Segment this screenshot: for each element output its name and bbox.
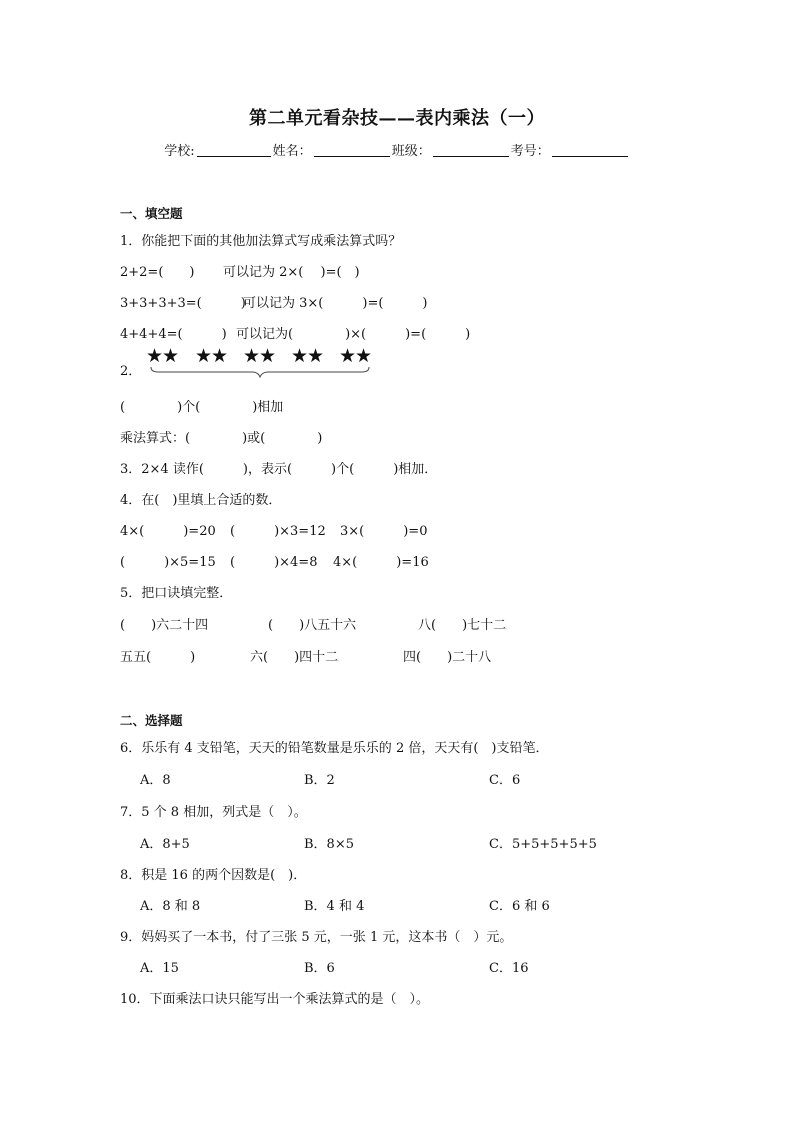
question-7-option-a[interactable]: A．8+5 bbox=[140, 837, 190, 852]
name-label: 姓名： bbox=[272, 144, 312, 159]
star-icon: ★ bbox=[211, 345, 229, 367]
question-5-item: ( )六二十四 bbox=[120, 618, 209, 633]
question-6-option-c[interactable]: C．6 bbox=[489, 773, 521, 788]
star-icon: ★ bbox=[339, 345, 357, 367]
question-6-option-b[interactable]: B．2 bbox=[304, 773, 335, 788]
question-1-line-1b: 可以记为 2×( )=( ) bbox=[223, 265, 360, 280]
curly-brace-icon bbox=[150, 366, 370, 378]
question-1-line-2a: 3+3+3+3=( ) bbox=[120, 296, 246, 311]
question-7-option-b[interactable]: B．8×5 bbox=[304, 837, 354, 852]
question-8-option-b[interactable]: B．4 和 4 bbox=[304, 899, 365, 914]
question-2-line-1: ( )个( )相加 bbox=[120, 400, 284, 415]
question-9-option-b[interactable]: B．6 bbox=[304, 961, 335, 976]
question-7-option-c[interactable]: C．5+5+5+5+5 bbox=[489, 837, 597, 852]
question-4-item: 4×( )=16 bbox=[333, 555, 429, 570]
school-label: 学校: bbox=[164, 144, 195, 159]
question-5-item: 八( )七十二 bbox=[418, 618, 507, 633]
section-heading-choice: 二、选择题 bbox=[120, 713, 183, 728]
question-4-stem: 4．在( )里填上合适的数． bbox=[120, 493, 282, 508]
question-8-option-a[interactable]: A．8 和 8 bbox=[140, 899, 201, 914]
question-9-stem: 9．妈妈买了一本书，付了三张 5 元，一张 1 元，这本书（ ）元。 bbox=[120, 930, 513, 945]
question-4-item: 3×( )=0 bbox=[340, 524, 428, 539]
school-blank[interactable] bbox=[197, 144, 271, 157]
question-5-item: ( )八五十六 bbox=[268, 618, 357, 633]
question-5-item: 四( )二十八 bbox=[403, 650, 492, 665]
question-6-stem: 6．乐乐有 4 支铅笔，天天的铅笔数量是乐乐的 2 倍，天天有( )支铅笔． bbox=[120, 741, 549, 756]
section-heading-fill-blank: 一、填空题 bbox=[120, 206, 183, 221]
star-icon: ★ bbox=[195, 345, 213, 367]
question-1-line-3b: 可以记为( )×( )=( ) bbox=[236, 327, 471, 342]
student-info-line bbox=[0, 140, 794, 159]
class-blank[interactable] bbox=[433, 144, 509, 157]
exam-number-label: 考号： bbox=[510, 144, 550, 159]
question-4-item: ( )×5=15 bbox=[120, 555, 216, 570]
question-7-stem: 7．5 个 8 相加，列式是（ ）。 bbox=[120, 805, 307, 820]
question-9-option-a[interactable]: A．15 bbox=[140, 961, 179, 976]
question-8-stem: 8．积是 16 的两个因数是( )． bbox=[120, 868, 307, 883]
question-3: 3．2×4 读作( )，表示( )个( )相加． bbox=[120, 462, 438, 477]
star-icon: ★ bbox=[243, 345, 261, 367]
question-6-option-a[interactable]: A．8 bbox=[140, 773, 171, 788]
star-icon: ★ bbox=[162, 345, 180, 367]
name-blank[interactable] bbox=[314, 144, 390, 157]
page-title: 第二单元看杂技——表内乘法（一） bbox=[249, 108, 545, 129]
star-icon: ★ bbox=[355, 345, 373, 367]
question-5-stem: 5．把口诀填完整． bbox=[120, 586, 233, 601]
star-icon: ★ bbox=[146, 345, 164, 367]
question-5-item: 五五( ) bbox=[120, 650, 196, 665]
question-4-item: ( )×3=12 bbox=[230, 524, 326, 539]
question-2-line-2: 乘法算式：( )或( ) bbox=[120, 431, 323, 446]
question-1-stem: 1．你能把下面的其他加法算式写成乘法算式吗？ bbox=[120, 234, 402, 249]
question-10-stem: 10．下面乘法口诀只能写出一个乘法算式的是（ ）。 bbox=[120, 992, 430, 1007]
question-4-item: 4×( )=20 bbox=[120, 524, 216, 539]
exam-number-blank[interactable] bbox=[552, 144, 628, 157]
question-9-option-c[interactable]: C．16 bbox=[489, 961, 529, 976]
question-1-line-3a: 4+4+4=( ) bbox=[120, 327, 227, 342]
star-icon: ★ bbox=[307, 345, 325, 367]
star-icon: ★ bbox=[291, 345, 309, 367]
question-8-option-c[interactable]: C．6 和 6 bbox=[489, 899, 550, 914]
question-5-item: 六( )四十二 bbox=[250, 650, 339, 665]
question-4-item: ( )×4=8 bbox=[230, 555, 318, 570]
question-1-line-2b: 可以记为 3×( )=( ) bbox=[243, 296, 428, 311]
star-icon: ★ bbox=[259, 345, 277, 367]
class-label: 班级： bbox=[391, 144, 431, 159]
question-2-number: 2． bbox=[120, 364, 142, 379]
question-1-line-1a: 2+2=( ) bbox=[120, 265, 195, 280]
